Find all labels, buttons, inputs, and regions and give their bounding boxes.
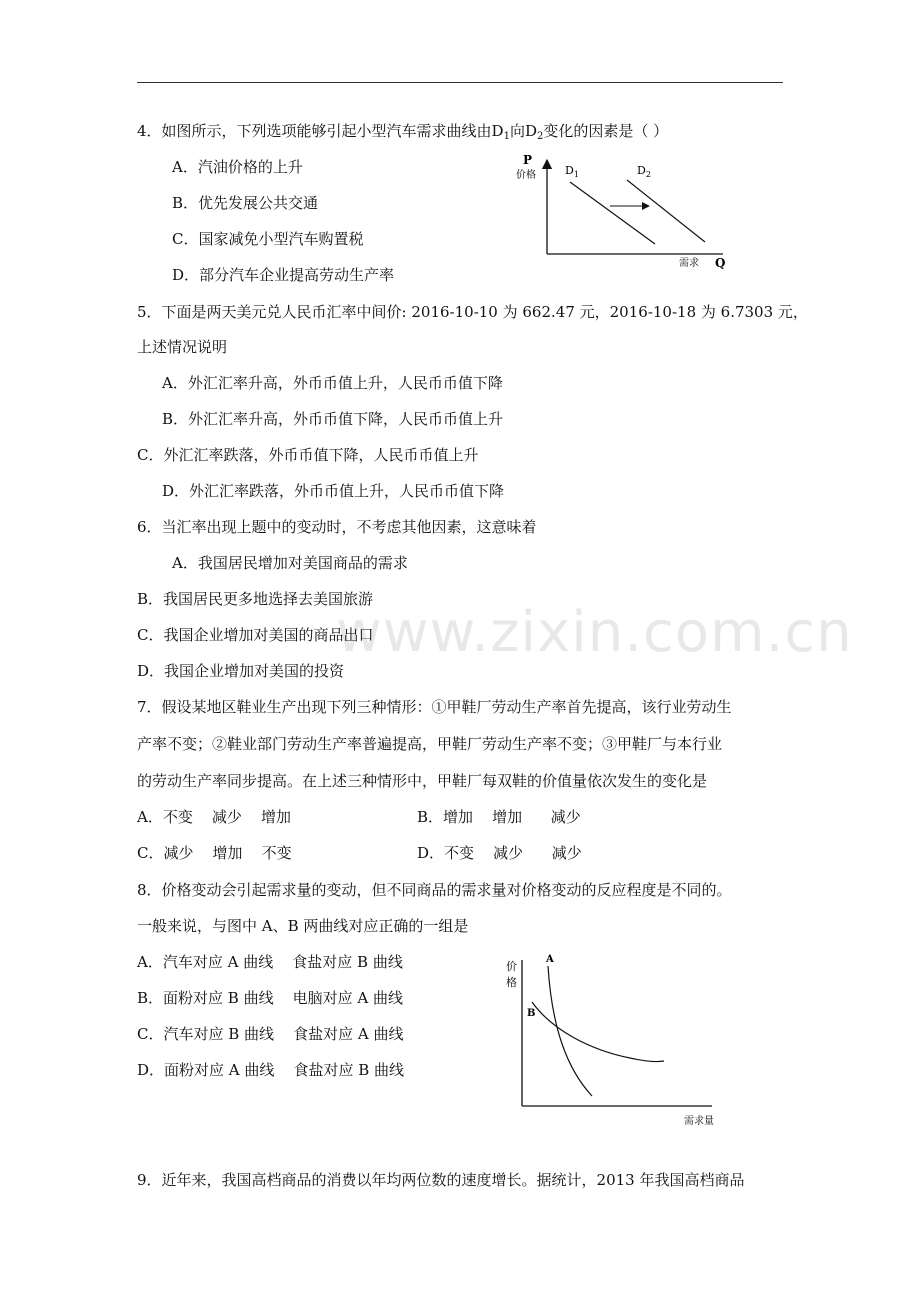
q4-option-c: C．国家减免小型汽车购置税 [172, 230, 364, 248]
q4-stem: 4．如图所示，下列选项能够引起小型汽车需求曲线由$D_1$向$D_2$变化的因素是（ ） [137, 122, 669, 142]
q6-option-d: D．我国企业增加对美国的投资 [137, 662, 345, 680]
q7-option-a: A．不变 减少 增加 [137, 808, 291, 826]
q6-option-a: A．我国居民增加对美国商品的需求 [172, 554, 408, 572]
q8-stem-line1: 8．价格变动会引起需求量的变动，但不同商品的需求量对价格变动的反应程度是不同的。 [137, 881, 732, 899]
q7-option-c: C．减少 增加 不变 [137, 844, 292, 862]
q8-label-b: B [527, 1008, 536, 1019]
q7-stem-line2: 产率不变；②鞋业部门劳动生产率普遍提高，甲鞋厂劳动生产率不变；③甲鞋厂与本行业 [137, 735, 723, 753]
q6-option-b: B．我国居民更多地选择去美国旅游 [137, 590, 374, 608]
q5-stem-line1: 5．下面是两天美元兑人民币汇率中间价: 2016-10-10 为 662.47 元，2016-10-18 为 6.7303 元， [137, 303, 808, 321]
q8-axis-price-1: 价 [506, 960, 517, 973]
q8-option-b: B．面粉对应 B 曲线 电脑对应 A 曲线 [137, 989, 404, 1007]
q5-option-c: C．外汇汇率跌落，外币币值下降，人民币币值上升 [137, 446, 479, 464]
q8-axis-quantity: 需求量 [684, 1116, 714, 1127]
q4-option-b: B．优先发展公共交通 [172, 194, 319, 212]
q4-axis-q: Q [715, 256, 726, 270]
q8-option-d: D．面粉对应 A 曲线 食盐对应 B 曲线 [137, 1061, 405, 1079]
q8-option-c: C．汽车对应 B 曲线 食盐对应 A 曲线 [137, 1025, 404, 1043]
q4-option-d: D．部分汽车企业提高劳动生产率 [172, 266, 395, 284]
q4-label-d2: $D_2$ [637, 164, 651, 179]
watermark: www.zixin.com.cn [336, 600, 853, 665]
q4-label-d1: $D_1$ [565, 164, 579, 179]
q5-option-b: B．外汇汇率升高，外币币值下降，人民币币值上升 [162, 410, 504, 428]
q5-option-d: D．外汇汇率跌落，外币币值上升，人民币币值下降 [162, 482, 505, 500]
q6-stem: 6．当汇率出现上题中的变动时，不考虑其他因素，这意味着 [137, 518, 537, 536]
q4-axis-price: 价格 [516, 170, 536, 181]
q8-axis-price-2: 格 [506, 976, 517, 989]
q8-stem-line2: 一般来说，与图中 A、B 两曲线对应正确的一组是 [137, 917, 469, 935]
q4-curve-d1 [570, 182, 655, 244]
q4-option-a: A．汽油价格的上升 [172, 158, 303, 176]
q4-axis-demand: 需求 [679, 258, 699, 269]
header-rule [137, 82, 783, 83]
q4-axis-p: P [523, 153, 533, 167]
q9-stem-line1: 9．近年来，我国高档商品的消费以年均两位数的速度增长。据统计，2013 年我国高档商品 [137, 1171, 745, 1189]
q6-option-c: C．我国企业增加对美国的商品出口 [137, 626, 374, 644]
q8-demand-figure [500, 950, 725, 1130]
q5-option-a: A．外汇汇率升高，外币币值上升，人民币币值下降 [162, 374, 503, 392]
q7-option-d: D．不变 减少 减少 [417, 844, 582, 862]
q4-demand-figure [515, 150, 740, 272]
q8-curve-a [548, 966, 592, 1096]
q7-stem-line1: 7．假设某地区鞋业生产出现下列三种情形：①甲鞋厂劳动生产率首先提高，该行业劳动生 [137, 698, 732, 716]
q8-option-a: A．汽车对应 A 曲线 食盐对应 B 曲线 [137, 953, 403, 971]
q7-stem-line3: 的劳动生产率同步提高。在上述三种情形中，甲鞋厂每双鞋的价值量依次发生的变化是 [137, 772, 708, 790]
q5-stem-line2: 上述情况说明 [137, 338, 228, 356]
q7-option-b: B．增加 增加 减少 [417, 808, 581, 826]
q8-label-a: A [546, 954, 554, 965]
q8-curve-b [532, 1002, 664, 1062]
